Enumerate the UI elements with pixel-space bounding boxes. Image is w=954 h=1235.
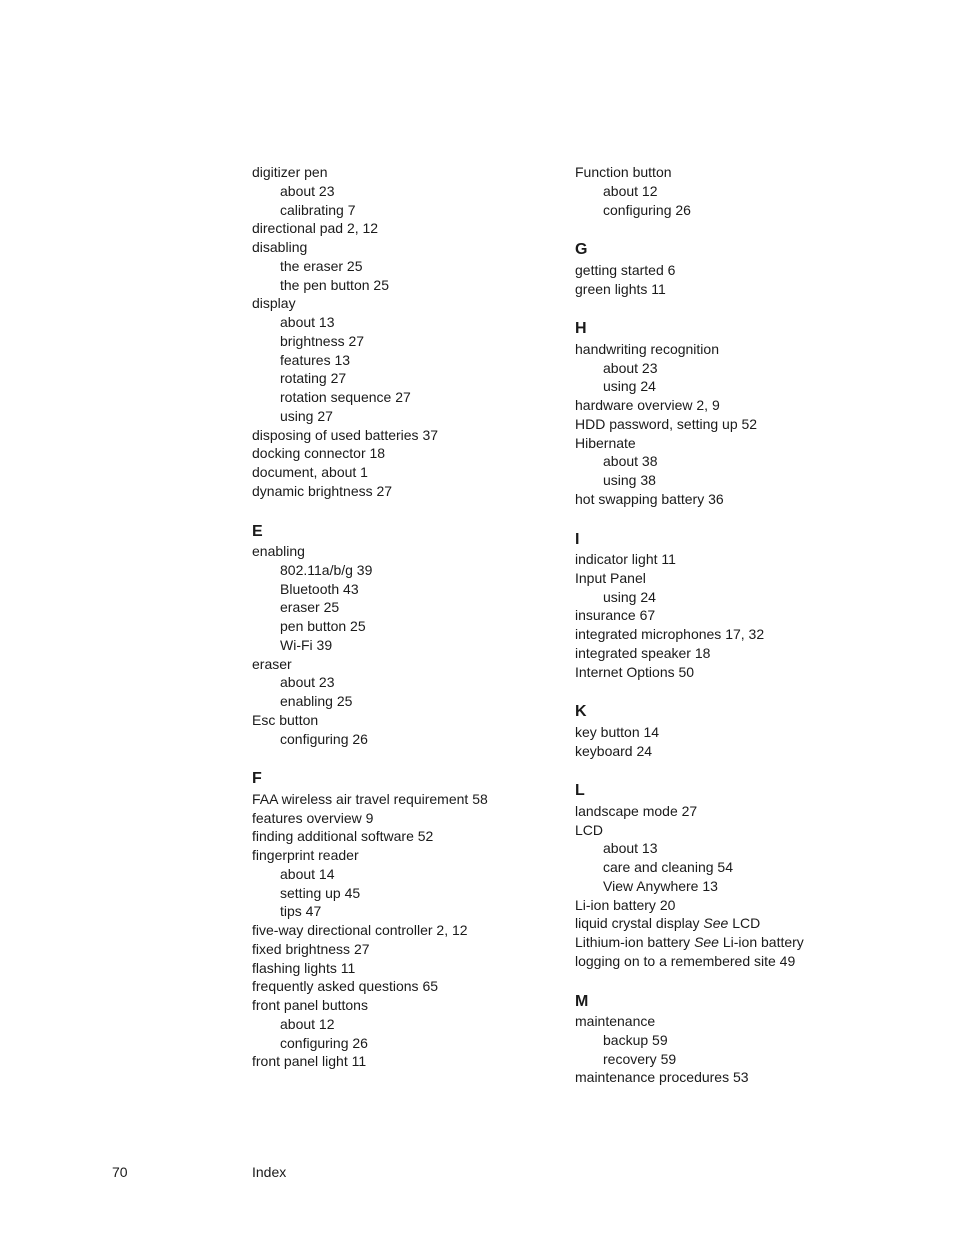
index-entry (575, 163, 895, 182)
index-subentry (252, 730, 572, 749)
entry-text: front panel buttons (252, 997, 368, 1013)
index-entry (575, 490, 895, 509)
index-subentry (575, 471, 895, 490)
index-letter-heading: F (252, 770, 262, 788)
index-group (575, 319, 895, 508)
index-subentry (252, 692, 572, 711)
index-entry (252, 977, 572, 996)
entry-text: configuring 26 (280, 730, 368, 747)
index-entry (252, 163, 572, 182)
entry-text: HDD password, setting up 52 (575, 415, 758, 432)
entry-text: about 12 (280, 1015, 335, 1032)
entry-text: disposing of used batteries 37 (252, 426, 439, 443)
entry-text: enabling (252, 543, 305, 559)
index-subentry (575, 1031, 895, 1050)
index-entry (252, 711, 572, 730)
entry-text: about 23 (280, 182, 335, 199)
entry-text: frequently asked questions 65 (252, 978, 439, 995)
index-entry (575, 261, 895, 280)
index-entry (252, 482, 572, 501)
entry-text: landscape mode 27 (575, 802, 698, 819)
entry-text: Input Panel (575, 569, 646, 586)
entry-text: front panel light 11 (252, 1053, 367, 1070)
index-subentry (575, 877, 895, 896)
see-reference: See (703, 915, 729, 932)
index-entry (575, 396, 895, 415)
entry-text: about 23 (603, 359, 658, 376)
entry-text: about 14 (280, 865, 335, 882)
entry-text: document, about 1 (252, 464, 368, 480)
index-entry (252, 809, 572, 828)
index-entry (252, 921, 572, 940)
index-entry (575, 821, 895, 840)
see-target: LCD (732, 915, 761, 932)
entry-text: about 38 (603, 453, 658, 470)
entry-text: the pen button 25 (280, 276, 389, 293)
entry-text: indicator light 11 (575, 551, 676, 567)
index-entry (252, 996, 572, 1015)
entry-text: key button 14 (575, 723, 660, 740)
entry-text: brightness 27 (280, 332, 365, 349)
index-entry (252, 444, 572, 463)
index-entry (252, 219, 572, 238)
index-subentry (252, 617, 572, 636)
index-entry (575, 280, 895, 299)
index-subentry (575, 201, 895, 220)
entry-text: rotation sequence 27 (280, 389, 411, 405)
entry-text: setting up 45 (280, 884, 361, 901)
entry-text: enabling 25 (280, 693, 353, 709)
entry-text: Bluetooth 43 (280, 580, 359, 597)
index-subentry (575, 588, 895, 607)
index-letter-heading: K (575, 703, 587, 721)
index-subentry (575, 1050, 895, 1069)
entry-text: Internet Options 50 (575, 663, 695, 680)
index-entry (252, 294, 572, 313)
index-subentry (575, 377, 895, 396)
index-group (575, 781, 895, 970)
entry-text: View Anywhere 13 (603, 877, 718, 894)
entry-text: Function button (575, 164, 672, 180)
entry-text: keyboard 24 (575, 742, 653, 759)
index-group (575, 163, 895, 219)
entry-text: configuring 26 (280, 1034, 368, 1051)
entry-text: maintenance (575, 1013, 656, 1029)
index-subentry (252, 1034, 572, 1053)
index-entry (575, 415, 895, 434)
index-letter-heading: G (575, 241, 588, 259)
entry-text: backup 59 (603, 1031, 668, 1048)
index-entry (575, 606, 895, 625)
entry-text: Esc button (252, 711, 319, 728)
index-subentry (252, 313, 572, 332)
entry-text: digitizer pen (252, 164, 328, 180)
entry-text: disabling (252, 239, 308, 255)
index-entry (575, 625, 895, 644)
index-group (252, 522, 572, 749)
entry-text: Hibernate (575, 434, 636, 451)
entry-text: green lights 11 (575, 280, 666, 297)
index-group (575, 992, 895, 1088)
index-entry (575, 742, 895, 761)
entry-text: docking connector 18 (252, 445, 386, 462)
entry-text: maintenance procedures 53 (575, 1069, 749, 1086)
entry-text: hardware overview 2, 9 (575, 397, 720, 413)
entry-text: display (252, 295, 296, 312)
entry-text: integrated speaker 18 (575, 644, 711, 661)
index-subentry (252, 407, 572, 426)
see-target: Li-ion battery (722, 934, 804, 950)
index-subentry (252, 182, 572, 201)
entry-text: using 27 (280, 407, 333, 424)
index-subentry (252, 673, 572, 692)
index-subentry (252, 1015, 572, 1034)
index-entry (575, 644, 895, 663)
index-subentry (252, 884, 572, 903)
index-subentry (252, 257, 572, 276)
index-entry (252, 790, 572, 809)
entry-text: about 12 (603, 182, 658, 199)
entry-text: using 24 (603, 588, 656, 605)
index-subentry (252, 561, 572, 580)
index-entry (575, 802, 895, 821)
index-entry (575, 550, 895, 569)
index-entry (252, 827, 572, 846)
entry-text: about 13 (603, 840, 658, 857)
index-subentry (252, 332, 572, 351)
index-entry (252, 238, 572, 257)
entry-text: getting started 6 (575, 261, 676, 278)
index-entry (252, 846, 572, 865)
index-entry (575, 1068, 895, 1087)
index-subentry (575, 858, 895, 877)
index-subentry (575, 359, 895, 378)
entry-text: pen button 25 (280, 618, 366, 634)
entry-text: eraser 25 (280, 599, 340, 616)
entry-text: 802.11a/b/g 39 (280, 561, 373, 578)
page-number: 70 (112, 1164, 128, 1180)
index-subentry (575, 182, 895, 201)
entry-text: eraser (252, 655, 292, 672)
index-entry (252, 426, 572, 445)
index-letter-heading: I (575, 530, 580, 548)
index-subentry (575, 452, 895, 471)
section-title: Index (252, 1164, 287, 1180)
entry-text: insurance 67 (575, 607, 656, 624)
entry-text: flashing lights 11 (252, 959, 356, 976)
entry-text: liquid crystal display (575, 915, 700, 932)
entry-text: fingerprint reader (252, 847, 359, 863)
index-subentry (252, 201, 572, 220)
index-group (252, 769, 572, 1071)
entry-text: features 13 (280, 351, 351, 368)
index-group (575, 530, 895, 682)
index-entry (575, 663, 895, 682)
entry-text: Li-ion battery 20 (575, 896, 676, 913)
index-subentry (252, 369, 572, 388)
index-subentry (252, 636, 572, 655)
index-entry (575, 952, 895, 971)
index-letter-heading: L (575, 782, 585, 800)
index-group (575, 240, 895, 298)
entry-text: about 13 (280, 314, 335, 330)
entry-text: tips 47 (280, 903, 322, 920)
entry-text: rotating 27 (280, 370, 347, 387)
entry-text: about 23 (280, 674, 335, 691)
entry-text: the eraser 25 (280, 257, 363, 274)
entry-text: dynamic brightness 27 (252, 482, 393, 499)
index-entry (252, 1052, 572, 1071)
index-entry (575, 933, 895, 952)
index-letter-heading: M (575, 992, 589, 1010)
entry-text: five-way directional controller 2, 12 (252, 922, 468, 938)
index-subentry (252, 351, 572, 370)
entry-text: Wi-Fi 39 (280, 636, 333, 653)
entry-text: LCD (575, 821, 604, 838)
index-subentry (252, 865, 572, 884)
index-column-right (575, 163, 895, 1087)
index-entry (252, 940, 572, 959)
index-column-left (252, 163, 572, 1071)
entry-text: configuring 26 (603, 201, 691, 218)
entry-text: logging on to a remembered site 49 (575, 952, 796, 969)
index-subentry (252, 598, 572, 617)
index-entry (252, 542, 572, 561)
index-subentry (252, 902, 572, 921)
index-entry (575, 914, 895, 933)
index-entry (575, 896, 895, 915)
index-entry (575, 434, 895, 453)
index-entry (575, 723, 895, 742)
index-subentry (252, 580, 572, 599)
index-letter-heading: E (252, 522, 263, 540)
entry-text: integrated microphones 17, 32 (575, 626, 765, 642)
index-subentry (252, 276, 572, 295)
entry-text: using 24 (603, 378, 656, 395)
entry-text: FAA wireless air travel requirement 58 (252, 790, 488, 807)
index-subentry (575, 839, 895, 858)
entry-text: hot swapping battery 36 (575, 490, 724, 507)
index-entry (575, 569, 895, 588)
see-reference: See (694, 934, 719, 950)
entry-text: calibrating 7 (280, 201, 356, 218)
entry-text: features overview 9 (252, 809, 374, 826)
index-group (575, 702, 895, 760)
index-entry (252, 959, 572, 978)
index-group (252, 163, 572, 501)
entry-text: Lithium-ion battery (575, 934, 691, 950)
index-subentry (252, 388, 572, 407)
entry-text: finding additional software 52 (252, 828, 434, 845)
index-entry (575, 1012, 895, 1031)
entry-text: using 38 (603, 472, 656, 488)
entry-text: fixed brightness 27 (252, 940, 370, 957)
entry-text: recovery 59 (603, 1050, 677, 1067)
index-letter-heading: H (575, 320, 587, 338)
entry-text: handwriting recognition (575, 340, 719, 357)
index-entry (252, 655, 572, 674)
index-entry (575, 340, 895, 359)
entry-text: care and cleaning 54 (603, 859, 733, 875)
entry-text: directional pad 2, 12 (252, 220, 379, 237)
index-entry (252, 463, 572, 482)
